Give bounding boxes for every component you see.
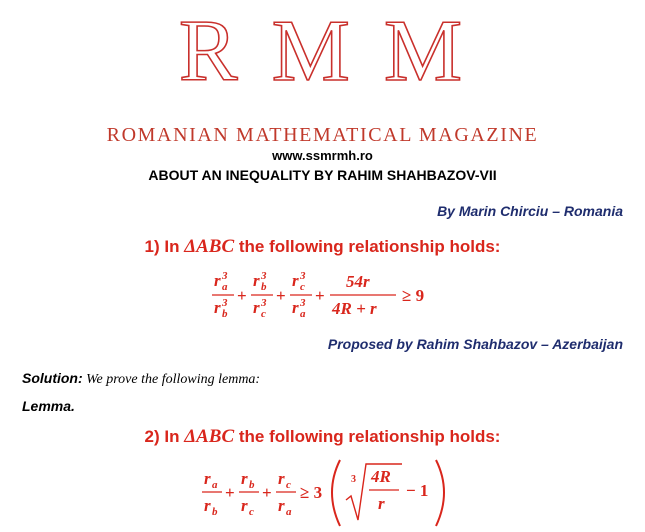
problem-heading-prefix: 1) In [144,237,185,256]
svg-text:a: a [212,479,218,491]
svg-text:b: b [212,506,218,518]
svg-text:r: r [292,298,299,317]
svg-text:3: 3 [351,474,356,485]
svg-text:3: 3 [261,297,267,309]
svg-text:+: + [262,483,272,502]
problem-formula [210,266,450,324]
solution-text: We prove the following lemma: [82,372,261,387]
svg-text:≥ 9: ≥ 9 [402,286,425,305]
solution-label: Solution: [22,370,83,386]
svg-text:r: r [278,469,285,488]
svg-text:c: c [286,479,291,491]
author-byline: By Marin Chirciu – Romania [437,203,623,219]
lemma-formula [200,456,450,530]
svg-text:+: + [315,286,325,305]
solution-intro [22,370,260,388]
svg-text:a: a [222,281,228,293]
svg-text:c: c [300,281,305,293]
svg-text:3: 3 [222,270,228,282]
website-link[interactable]: www.ssmrmh.ro [272,148,373,163]
svg-text:r: r [253,271,260,290]
svg-text:c: c [249,506,254,518]
article-title: ABOUT AN INEQUALITY BY RAHIM SHAHBAZOV-VII [148,167,497,183]
svg-text:− 1: − 1 [406,481,429,500]
svg-text:r: r [292,271,299,290]
svg-text:3: 3 [222,297,228,309]
lemma-heading [0,426,645,448]
svg-text:a: a [300,308,306,320]
svg-text:r: r [253,298,260,317]
svg-text:54r: 54r [346,272,370,291]
svg-text:+: + [276,286,286,305]
magazine-name: ROMANIAN MATHEMATICAL MAGAZINE [106,124,539,146]
svg-text:r: r [204,469,211,488]
svg-text:r: r [214,271,221,290]
lemma-label: Lemma. [22,398,75,414]
problem-heading-math: ΔABC [184,236,235,257]
svg-text:3: 3 [300,297,306,309]
svg-text:b: b [261,281,267,293]
svg-text:r: r [241,496,248,515]
proposer-byline: Proposed by Rahim Shahbazov – Azerbaijan [327,336,623,352]
svg-text:c: c [261,308,266,320]
lemma-heading-suffix: the following relationship holds: [234,427,501,446]
svg-text:b: b [249,479,255,491]
magazine-logo: RMM [178,3,497,100]
problem-heading [0,236,645,258]
svg-text:+: + [237,286,247,305]
svg-text:r: r [214,298,221,317]
problem-heading-suffix: the following relationship holds: [234,237,501,256]
svg-text:a: a [286,506,292,518]
lemma-heading-prefix: 2) In [144,427,185,446]
svg-text:3: 3 [261,270,267,282]
svg-text:4R + r: 4R + r [332,299,377,318]
svg-text:r: r [378,494,385,513]
svg-text:3: 3 [300,270,306,282]
svg-text:+: + [225,483,235,502]
svg-text:b: b [222,308,228,320]
svg-text:≥ 3: ≥ 3 [300,483,323,502]
svg-text:r: r [278,496,285,515]
lemma-heading-math: ΔABC [184,426,235,447]
svg-text:4R: 4R [371,467,391,486]
svg-text:r: r [241,469,248,488]
svg-text:r: r [204,496,211,515]
